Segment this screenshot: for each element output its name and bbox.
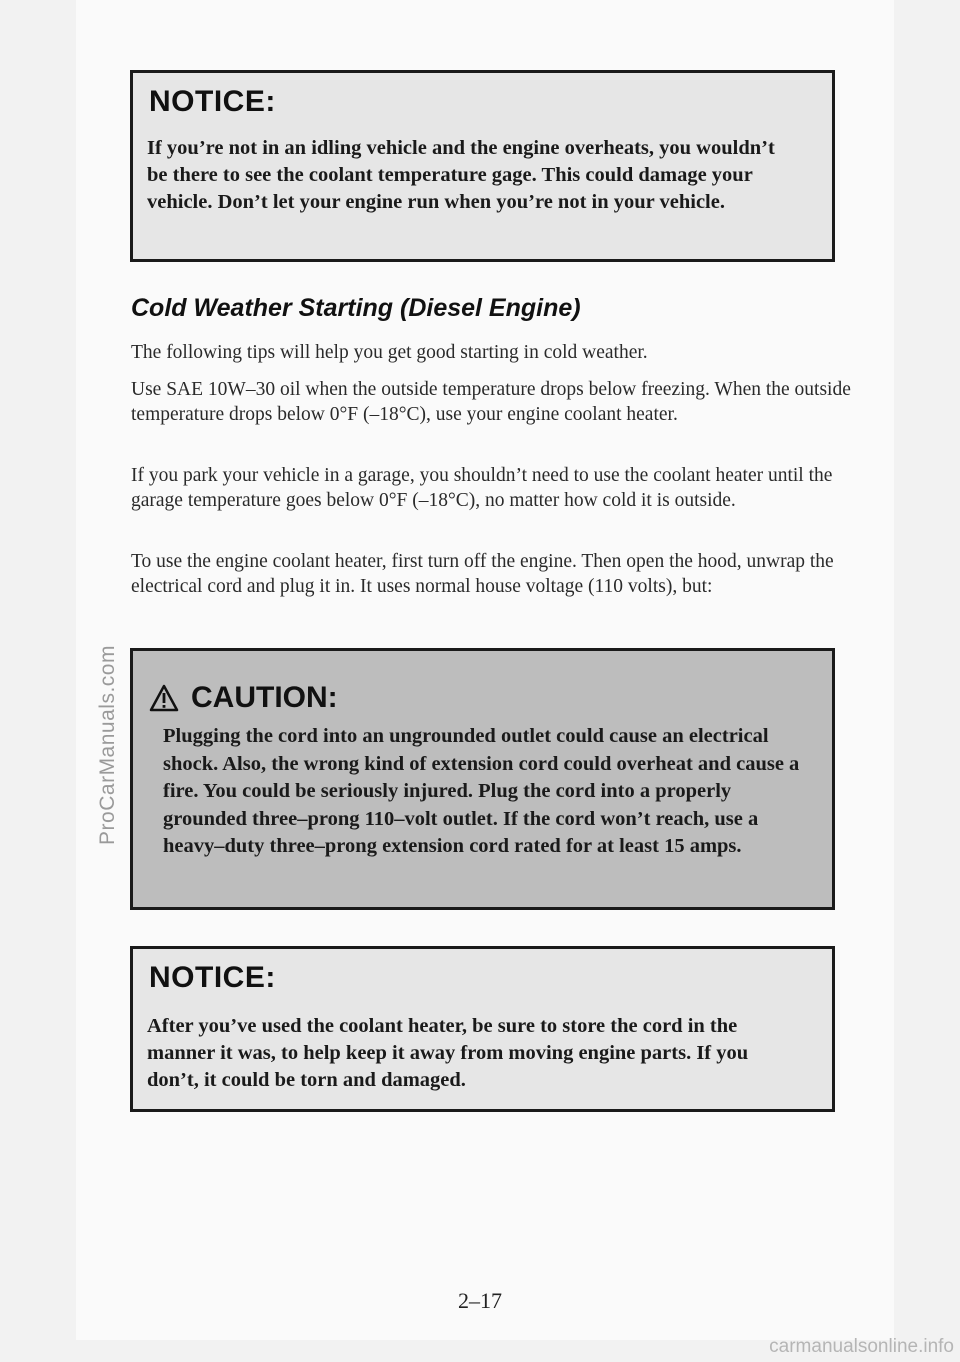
paragraph: Use SAE 10W–30 oil when the outside temperature drops below freezing. When the outside temperature drops below 0°F (–18°C), use your engine coolant heater.: [131, 379, 851, 425]
caution-text: Plugging the cord into an ungrounded outlet could cause an electrical shock. Also, the wrong kind of extension cord could overheat and cause a fire. You could be seriously injured. Plug the cord into a properly grounded three–prong 110–volt outlet. If the cord won’t reach, use a heavy–duty three–prong extension cord rated for at least 15 amps.: [163, 725, 800, 857]
side-watermark: ProCarManuals.com: [96, 645, 119, 845]
notice-box-bottom: [130, 946, 835, 1112]
notice-text: If you’re not in an idling vehicle and the engine overheats, you wouldn’t be there to see the coolant temperature gage. This could damage your vehicle. Don’t let your engine run when you’re not in your vehicle.: [147, 137, 775, 213]
section-heading: Cold Weather Starting (Diesel Engine): [131, 294, 581, 322]
page-number: 2–17: [458, 1288, 502, 1313]
bottom-watermark: carmanualsonline.info: [769, 1336, 954, 1357]
caution-title: CAUTION:: [191, 681, 338, 714]
notice-title: NOTICE:: [149, 85, 276, 118]
notice-box-top: [130, 70, 835, 262]
caution-heading: [149, 681, 338, 715]
paragraph: The following tips will help you get good starting in cold weather.: [131, 342, 648, 363]
paragraph: To use the engine coolant heater, first turn off the engine. Then open the hood, unwrap the electrical cord and plug it in. It uses normal house voltage (110 volts), but:: [131, 551, 834, 597]
notice-title: NOTICE:: [149, 961, 276, 994]
paragraph: If you park your vehicle in a garage, you shouldn’t need to use the coolant heater until the garage temperature goes below 0°F (–18°C), no matter how cold it is outside.: [131, 465, 833, 511]
warning-triangle-icon: [149, 684, 179, 712]
caution-box: [130, 648, 835, 910]
notice-text: After you’ve used the coolant heater, be sure to store the cord in the manner it was, to help keep it away from moving engine parts. If you don’t, it could be torn and damaged.: [147, 1015, 749, 1091]
